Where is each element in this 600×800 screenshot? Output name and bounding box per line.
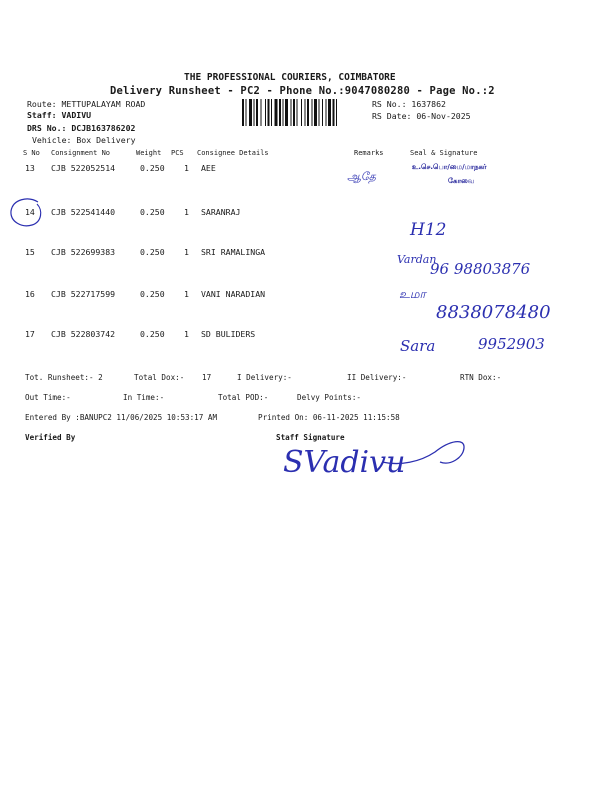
total-runsheet: Tot. Runsheet:- 2 (25, 373, 103, 382)
barcode (242, 99, 370, 126)
row-sno: 17 (25, 329, 35, 339)
rs-date: RS Date: 06-Nov-2025 (372, 111, 471, 121)
row-consignment: CJB 522541440 (51, 207, 116, 217)
row-pcs: 1 (184, 247, 189, 257)
col-sno: S No (23, 149, 40, 157)
hand-circle-mark (8, 196, 44, 230)
total-dox-label: Total Dox:- (134, 373, 185, 382)
row-consignment: CJB 522052514 (51, 163, 116, 173)
staff-signature-handwriting: SVadivu (283, 445, 406, 480)
col-remarks: Remarks (354, 149, 384, 157)
col-pcs: PCS (171, 149, 184, 157)
handwritten-phone-15: 96 98803876 (430, 260, 531, 278)
row-weight: 0.250 (140, 329, 165, 339)
row-sno: 16 (25, 289, 35, 299)
i-delivery-label: I Delivery:- (237, 373, 292, 382)
handwritten-phone-17: 9952903 (478, 335, 545, 353)
signature-flourish (380, 432, 470, 472)
row-consignee: AEE (201, 163, 216, 173)
col-seal-signature: Seal & Signature (410, 149, 478, 157)
row-weight: 0.250 (140, 207, 165, 217)
rtn-dox-label: RTN Dox:- (460, 373, 502, 382)
row-consignee: SRI RAMALINGA (201, 247, 266, 257)
out-time-label: Out Time:- (25, 393, 71, 402)
row-pcs: 1 (184, 207, 189, 217)
total-dox-value: 17 (202, 373, 212, 382)
seal-stamp-line1: உ.செ.பொ/மை/மாநகர் (412, 163, 487, 171)
handwritten-receiver-name: Sara (400, 337, 436, 355)
row-sno: 15 (25, 247, 35, 257)
handwritten-phone-16: 8838078480 (436, 302, 551, 323)
route-label: Route: METTUPALAYAM ROAD (27, 99, 146, 109)
handwritten-receiver-name: Vardan (397, 253, 437, 266)
delvy-points-label: Delvy Points:- (297, 393, 362, 402)
row-pcs: 1 (184, 329, 189, 339)
col-consignment: Consignment No (51, 149, 111, 157)
remark-handwriting: ஆதே (347, 170, 376, 183)
row-consignment: CJB 522699383 (51, 247, 116, 257)
col-weight: Weight (136, 149, 162, 157)
staff-label: Staff: VADIVU (27, 110, 92, 120)
row-consignee: SARANRAJ (201, 207, 241, 217)
drs-number: DRS No.: DCJB163786202 (27, 123, 136, 133)
row-pcs: 1 (184, 163, 189, 173)
row-weight: 0.250 (140, 247, 165, 257)
col-consignee: Consignee Details (197, 149, 269, 157)
company-title: THE PROFESSIONAL COURIERS, COIMBATORE (184, 72, 396, 83)
row-weight: 0.250 (140, 289, 165, 299)
row-consignee: VANI NARADIAN (201, 289, 266, 299)
row-consignee: SD BULIDERS (201, 329, 256, 339)
printed-on: Printed On: 06-11-2025 11:15:58 (258, 413, 400, 422)
in-time-label: In Time:- (123, 393, 165, 402)
handwritten-h12: H12 (410, 220, 447, 240)
total-pod-label: Total POD:- (218, 393, 269, 402)
row-pcs: 1 (184, 289, 189, 299)
handwritten-receiver-name: உமா (399, 287, 426, 301)
ii-delivery-label: II Delivery:- (347, 373, 407, 382)
row-sno: 13 (25, 163, 35, 173)
verified-by-label: Verified By (25, 433, 76, 442)
row-consignment: CJB 522803742 (51, 329, 116, 339)
staff-signature-label: Staff Signature (276, 433, 345, 442)
runsheet-subtitle: Delivery Runsheet - PC2 - Phone No.:9047080280 - Page No.:2 (110, 85, 495, 97)
row-sno: 14 (25, 207, 35, 217)
row-weight: 0.250 (140, 163, 165, 173)
entered-by: Entered By :BANUPC2 11/06/2025 10:53:17 AM (25, 413, 218, 422)
rs-number: RS No.: 1637862 (372, 99, 446, 109)
row-consignment: CJB 522717599 (51, 289, 116, 299)
vehicle-label: Vehicle: Box Delivery (32, 135, 136, 145)
seal-stamp-line2: கோவை (448, 177, 475, 185)
